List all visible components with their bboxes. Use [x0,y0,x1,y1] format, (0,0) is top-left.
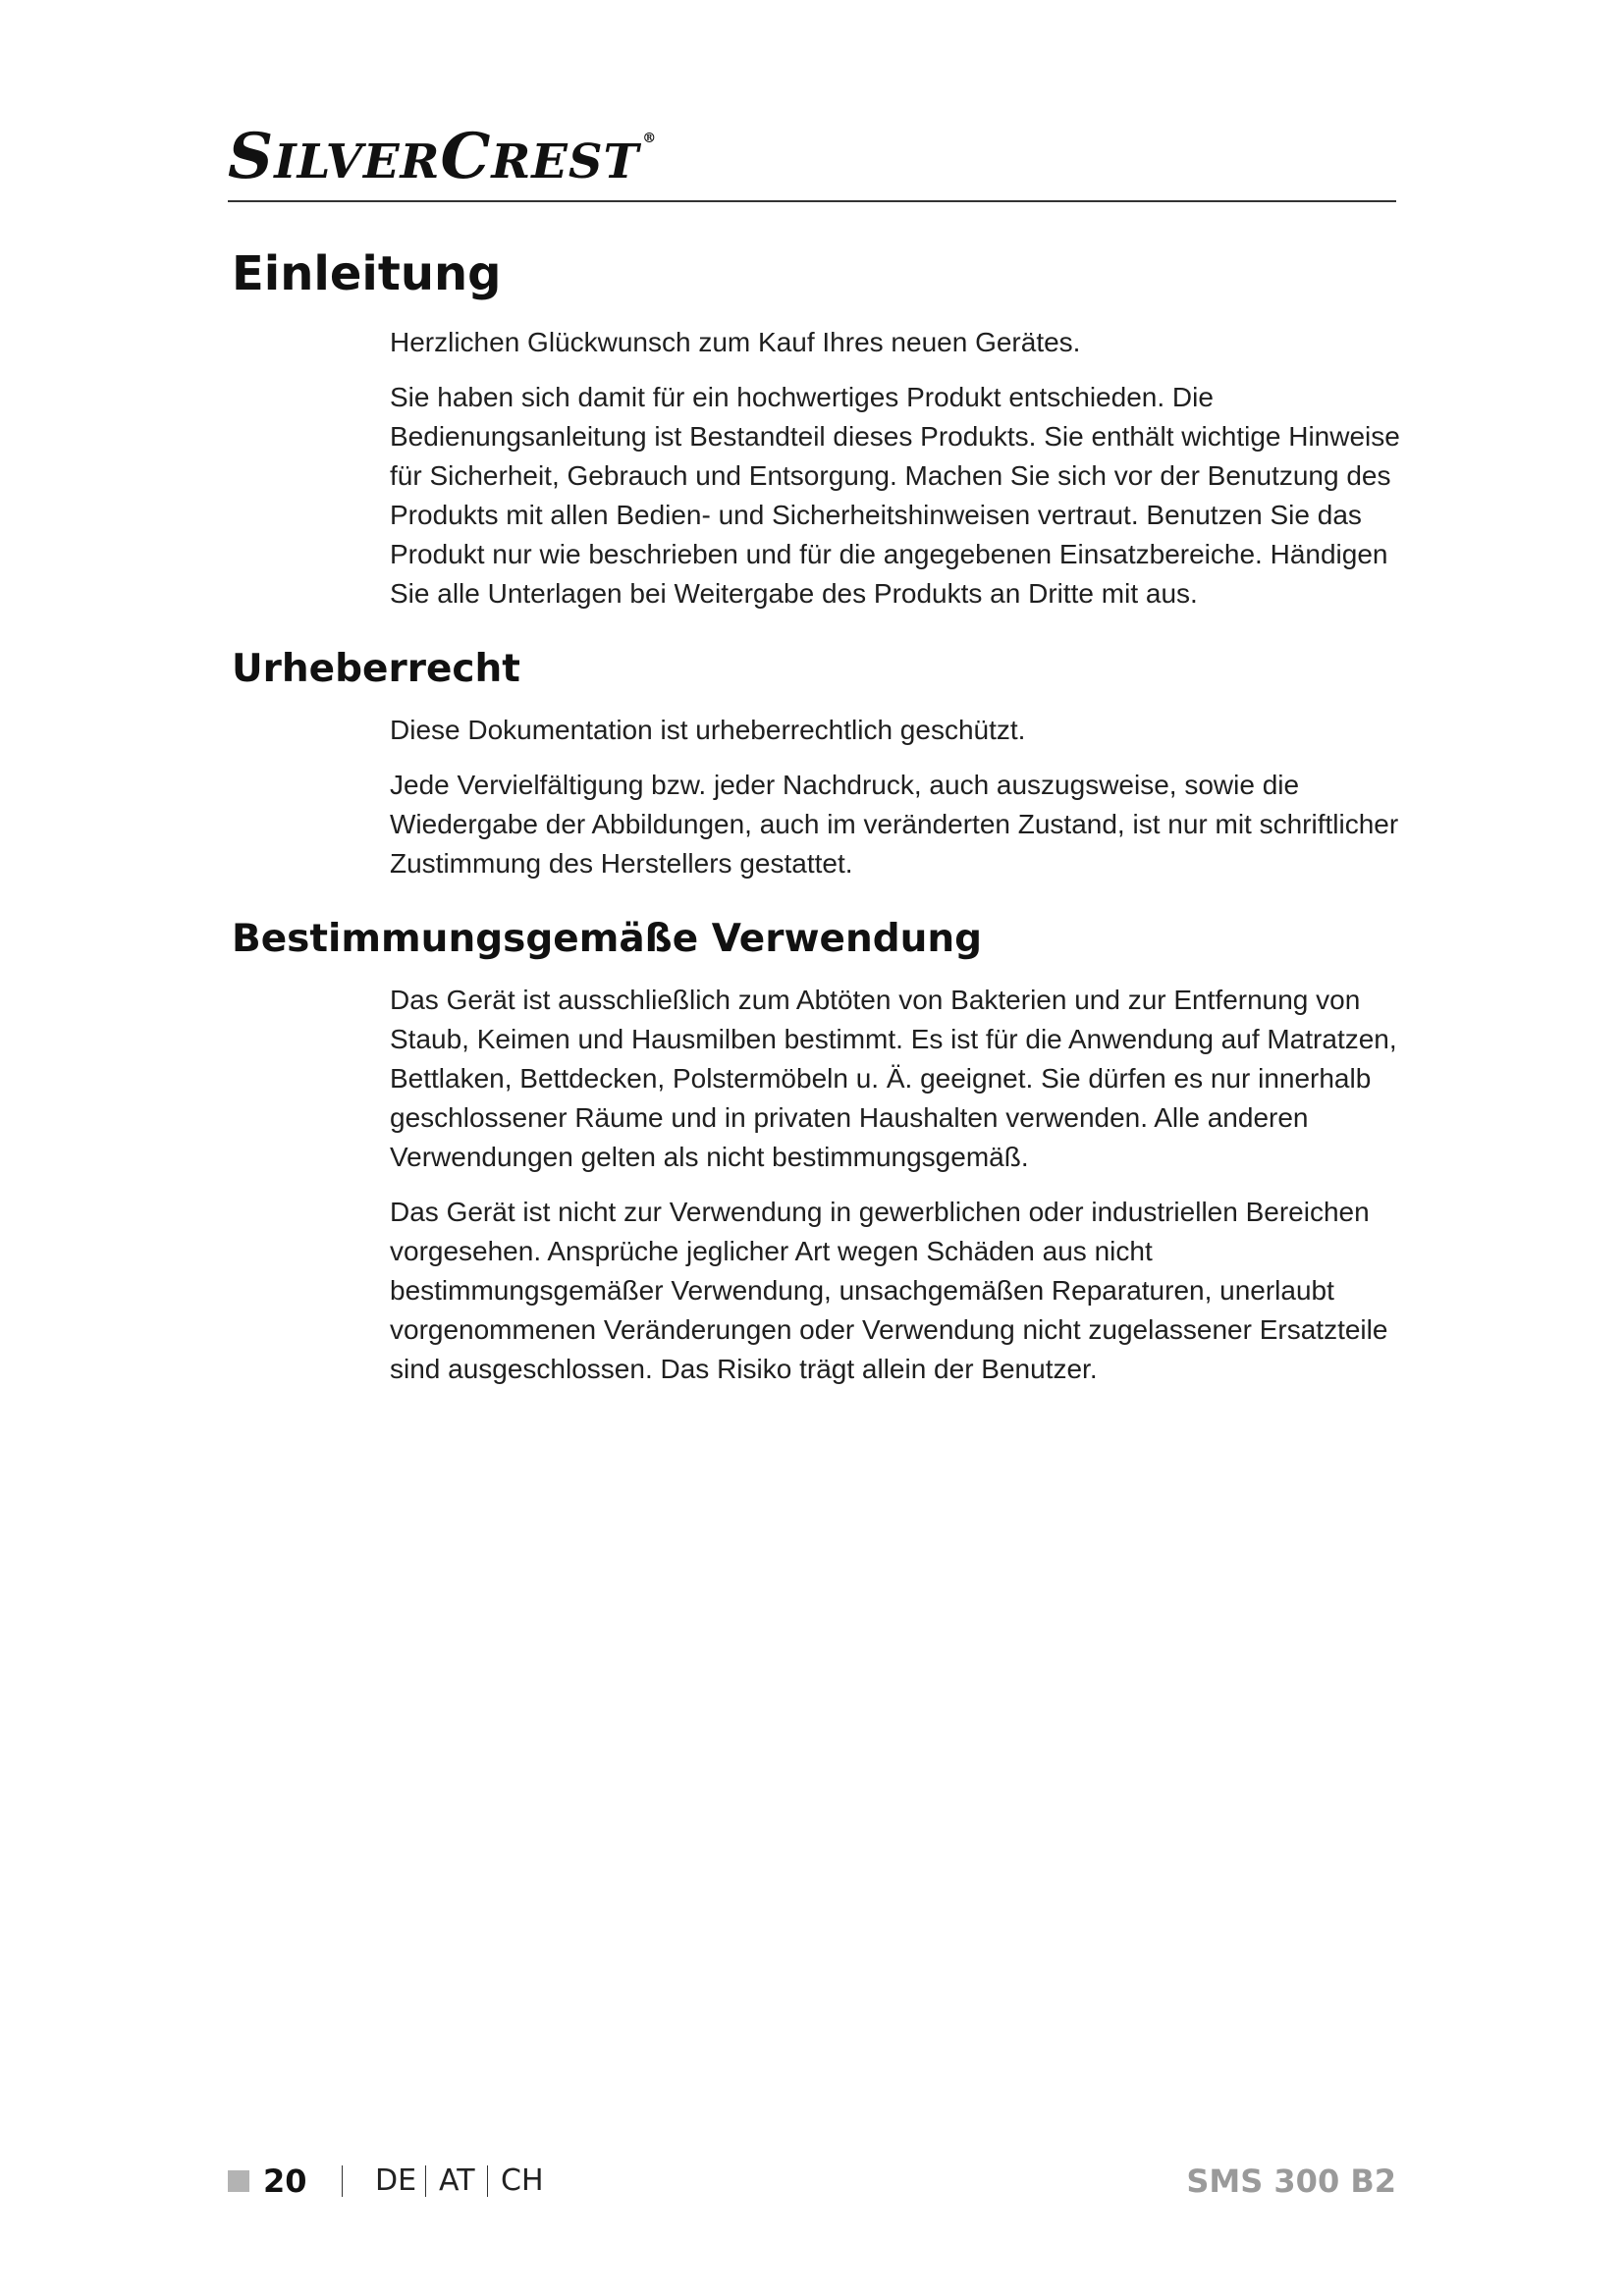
lang-at: AT [439,2163,475,2198]
logo-initial-s: S [228,120,275,193]
lang-ch: CH [501,2163,544,2198]
lang-de: DE [375,2163,417,2198]
heading-bestimmungsgemaesse-verwendung: Bestimmungsgemäße Verwendung [232,916,983,961]
heading-einleitung: Einleitung [232,246,502,301]
grey-square-icon [228,2170,249,2192]
header-rule [228,200,1396,202]
logo-text-ilver: ILVER [274,134,441,189]
section-einleitung [232,247,1400,614]
logo-initial-c: C [440,120,492,193]
paragraph: Jede Vervielfältigung bzw. jeder Nachdruck, auch auszugsweise, sowie die Wiedergabe der Abbildungen, auch im veränderten Zustand, ist nur mit schriftlicher Zustimmung des Herstellers gestattet. [390,769,1399,879]
page-number: 20 [263,2163,307,2200]
registered-mark: ® [642,131,658,146]
page-footer [228,2162,1396,2201]
footer-divider [342,2165,343,2197]
paragraph: Diese Dokumentation ist urheberrechtlich geschützt. [390,714,1026,745]
paragraph: Das Gerät ist nicht zur Verwendung in gewerblichen oder industriellen Bereichen vorgesehen. Ansprüche jeglicher Art wegen Schäden aus nicht bestimmungsgemäßer Verwendung, unsachgemäßen Reparaturen, unerlaubt vorgenommenen Veränderungen oder Verwendung nicht zugelassener Ersatzteile sind ausgeschlossen. Das Risiko trägt allein der Benutzer. [390,1196,1388,1384]
lang-divider [425,2165,426,2197]
section-bestimmungsgemaesse-verwendung [232,917,1400,1389]
section-urheberrecht [232,647,1400,883]
paragraph: Herzlichen Glückwunsch zum Kauf Ihres neuen Gerätes. [390,327,1081,358]
paragraph: Sie haben sich damit für ein hochwertiges Produkt entschieden. Die Bedienungsanleitung ist Bestandteil dieses Produkts. Sie enthält wichtige Hinweise für Sicherheit, Gebrauch und Entsorgung. Machen Sie sich vor der Benutzung des Produkts mit allen Bedien- und Sicherheitshinweisen vertraut. Benutzen Sie das Produkt nur wie beschrieben und für die angegebenen Einsatzbereiche. Händigen Sie alle Unterlagen bei Weitergabe des Produkts an Dritte mit aus. [390,382,1400,610]
model-number: SMS 300 B2 [1186,2163,1396,2200]
paragraph: Das Gerät ist ausschließlich zum Abtöten von Bakterien und zur Entfernung von Staub, Keimen und Hausmilben bestimmt. Es ist für die Anwendung auf Matratzen, Bettlaken, Bettdecken, Polstermöbeln u. Ä. geeignet. Sie dürfen es nur innerhalb geschlossener Räume und in privaten Haushalten verwenden. Alle anderen Verwendungen gelten als nicht bestimmungsgemäß. [390,984,1397,1172]
heading-urheberrecht: Urheberrecht [232,647,520,692]
lang-divider [487,2165,488,2197]
document-content [232,247,1400,1405]
silvercrest-logo [228,120,658,193]
logo-text-rest: REST [491,134,640,189]
